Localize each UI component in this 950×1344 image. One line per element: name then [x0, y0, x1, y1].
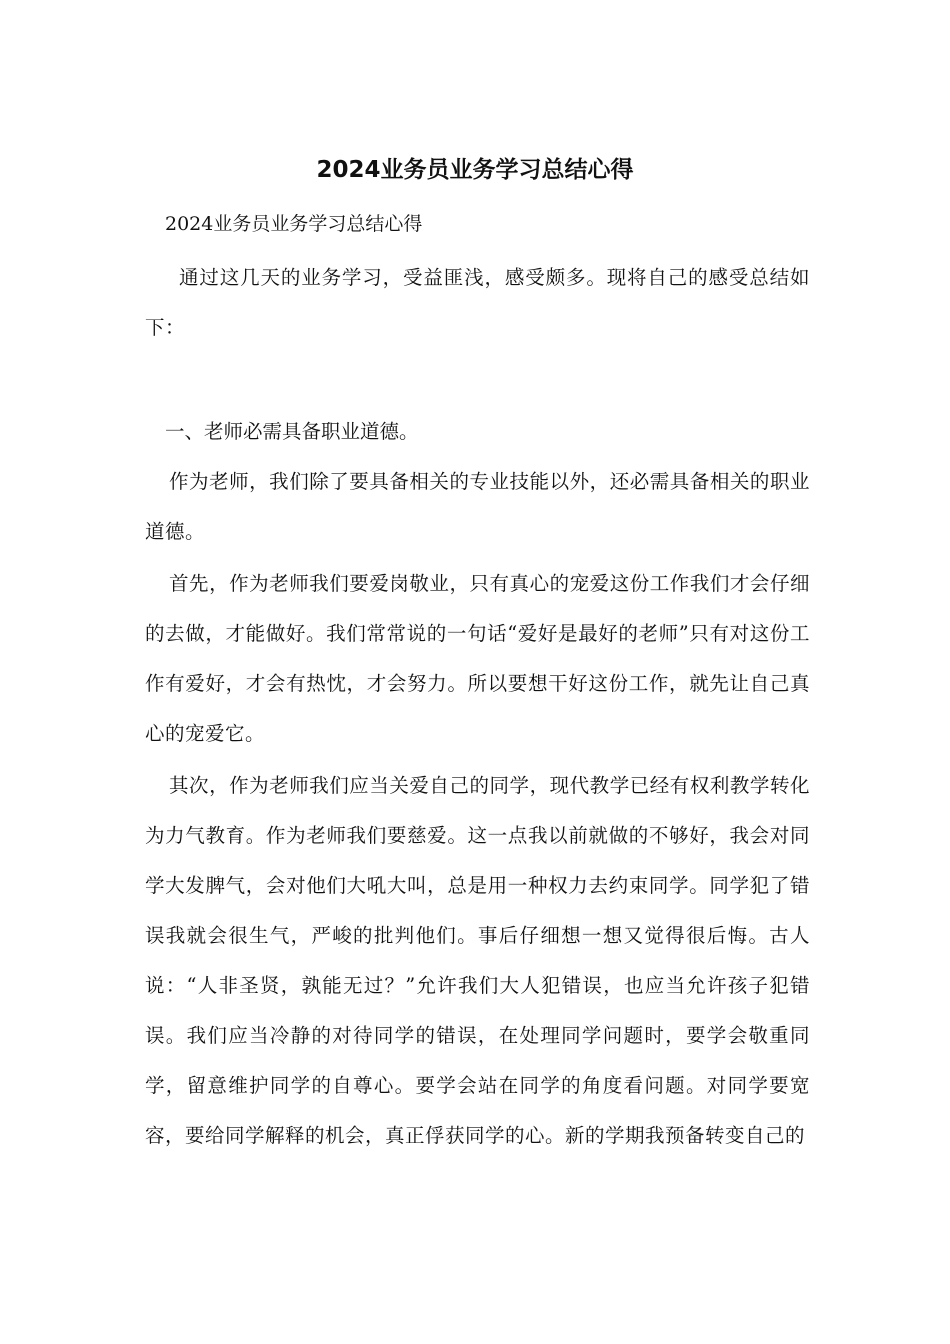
body-paragraph: 首先，作为老师我们要爱岗敬业，只有真心的宠爱这份工作我们才会仔细的去做，才能做好。我们常常说的一句话“爱好是最好的老师”只有对这份工作有爱好，才会有热忱，才会努力。所以要想干好这份工作，就先让自己真心的宠爱它。: [145, 572, 810, 745]
document-title: 2024业务员业务学习总结心得: [316, 157, 634, 183]
document-body: [145, 253, 810, 1163]
body-paragraph: 作为老师，我们除了要具备相关的专业技能以外，还必需具备相关的职业道德。: [145, 470, 810, 543]
intro-paragraph: 通过这几天的业务学习，受益匪浅，感受颇多。现将自己的感受总结如下：: [145, 266, 810, 339]
section-heading: 一、老师必需具备职业道德。: [165, 420, 419, 443]
blank-line: [145, 355, 810, 407]
document-subtitle: 2024业务员业务学习总结心得: [165, 213, 423, 235]
body-paragraph: 其次，作为老师我们应当关爱自己的同学，现代教学已经有权利教学转化为力气教育。作为老师我们要慈爱。这一点我以前就做的不够好，我会对同学大发脾气，会对他们大吼大叫，总是用一种权力去约束同学。同学犯了错误我就会很生气，严峻的批判他们。事后仔细想一想又觉得很后悔。古人说：“人非圣贤，孰能无过？”允许我们大人犯错误，也应当允许孩子犯错误。我们应当冷静的对待同学的错误，在处理同学问题时，要学会敬重同学，留意维护同学的自尊心。要学会站在同学的角度看问题。对同学要宽容，要给同学解释的机会，真正俘获同学的心。新的学期我预备转变自己的: [145, 774, 810, 1147]
